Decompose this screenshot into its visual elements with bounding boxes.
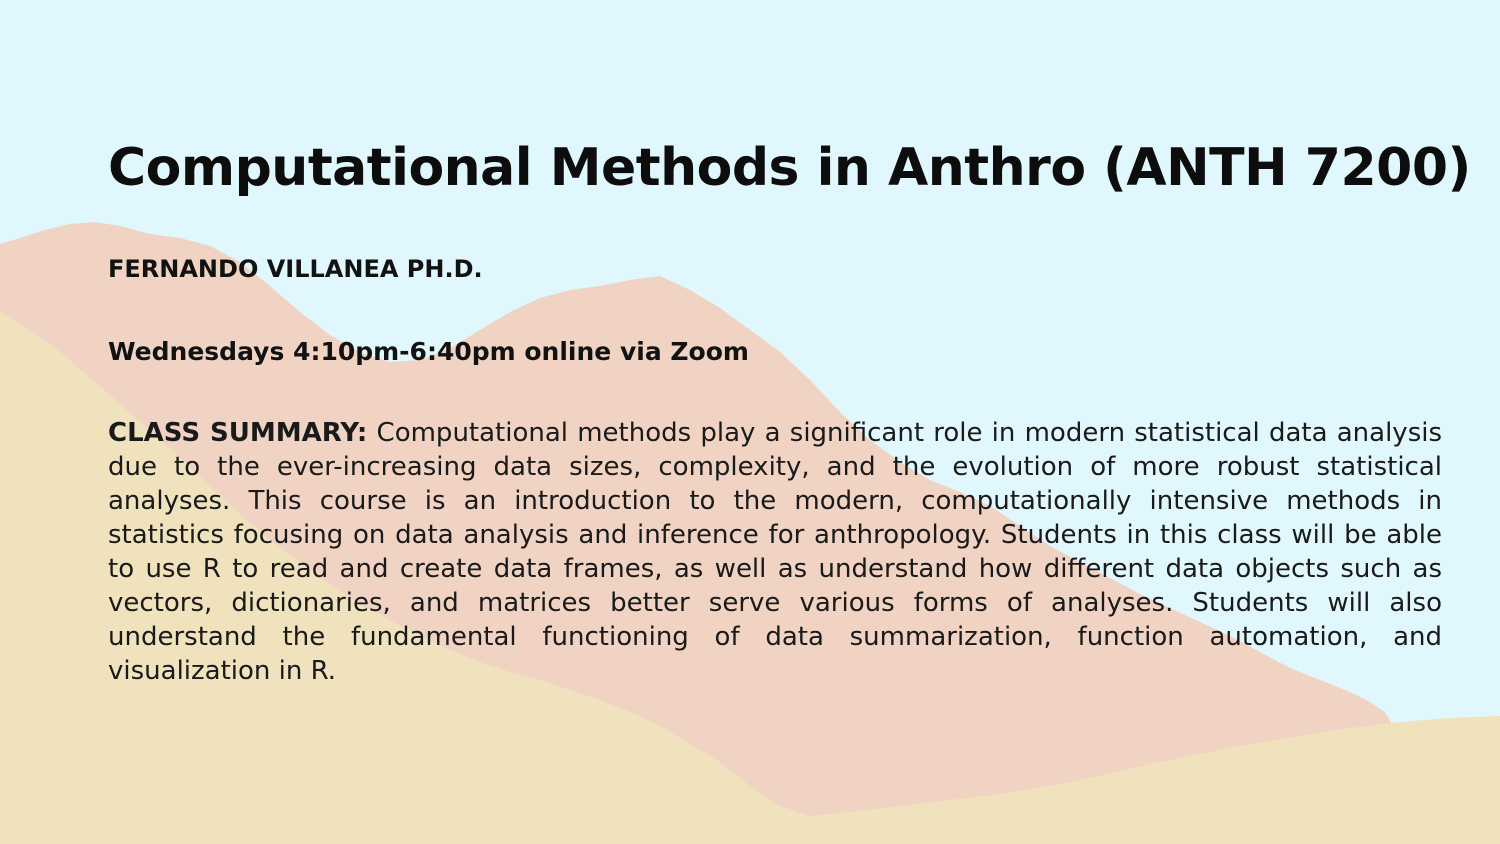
class-schedule: Wednesdays 4:10pm-6:40pm online via Zoom bbox=[108, 337, 749, 366]
class-summary-label: CLASS SUMMARY: bbox=[108, 418, 368, 448]
class-summary-text: Computational methods play a significant role in modern statistical data analysis due to the ever-increasing data sizes, complexity, and the evolution of more robust statistical analyses. This course is an introduction to the modern, computationally intensive methods in statistics focusing on data analysis and inference for anthropology. Students in this class will be able to use R to read and create data frames, as well as understand how different data objects such as vectors, dictionaries, and matrices better serve various forms of analyses. Students will also understand the fundamental functioning of data summarization, function automation, and visualization in R. bbox=[108, 418, 1443, 686]
slide-title: Computational Methods in Anthro (ANTH 7200) bbox=[108, 138, 1471, 198]
class-summary bbox=[108, 416, 1442, 688]
instructor-name: FERNANDO VILLANEA PH.D. bbox=[108, 255, 483, 283]
